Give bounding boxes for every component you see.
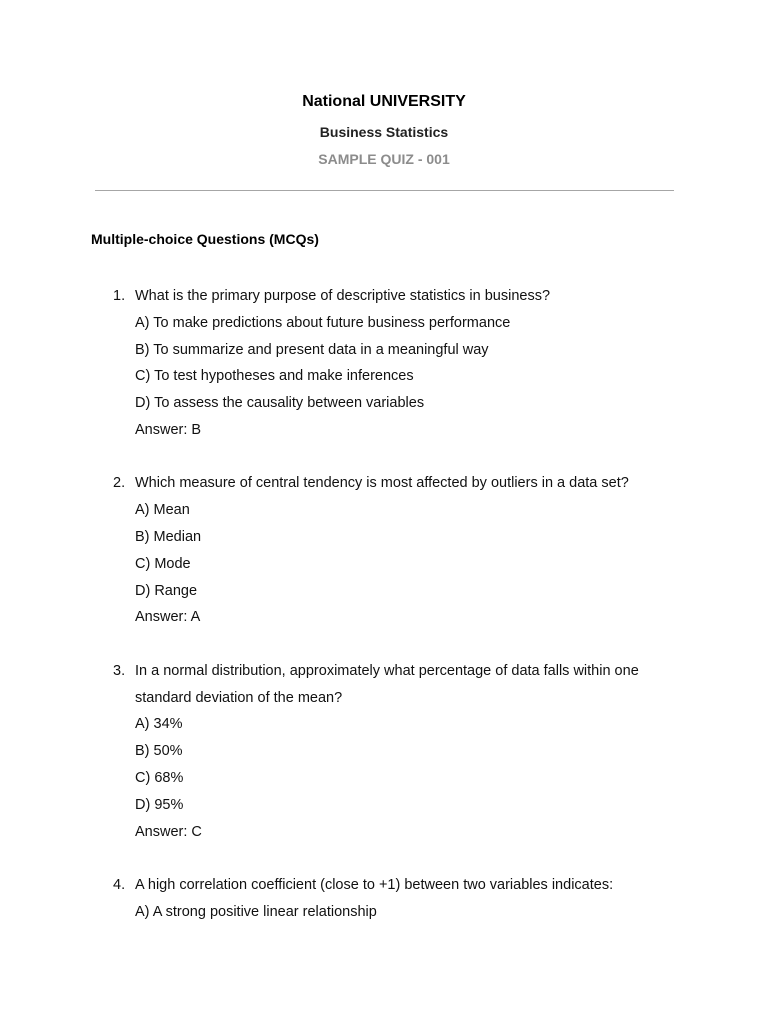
- answer-option: C) 68%: [135, 769, 184, 786]
- answer-option: A) 34%: [135, 716, 183, 733]
- answer-option: C) To test hypotheses and make inferences: [135, 368, 414, 385]
- answer-key: Answer: B: [135, 421, 202, 438]
- question-number: 3.: [113, 662, 126, 679]
- question-item-4: [0, 872, 768, 926]
- answer-option: D) Range: [135, 582, 198, 599]
- answer-option: A) A strong positive linear relationship: [135, 903, 377, 920]
- question-item-3: [0, 658, 768, 846]
- course-title: Business Statistics: [319, 124, 449, 140]
- section-heading: Multiple-choice Questions (MCQs): [91, 231, 319, 247]
- question-text: In a normal distribution, approximately what percentage of data falls within one standard deviation of the mean?: [135, 662, 639, 706]
- answer-option: B) Median: [135, 528, 202, 545]
- answer-option: D) 95%: [135, 796, 184, 813]
- question-number: 4.: [113, 876, 126, 893]
- header-divider: [95, 190, 674, 191]
- question-body: [135, 283, 675, 444]
- question-item-1: [0, 283, 768, 444]
- question-list: [0, 283, 768, 952]
- question-body: [135, 658, 675, 846]
- question-number: 1.: [113, 288, 126, 304]
- answer-option: D) To assess the causality between variables: [135, 395, 425, 412]
- answer-option: C) Mode: [135, 555, 191, 572]
- question-body: [135, 470, 675, 631]
- question-body: [135, 872, 675, 926]
- question-text: What is the primary purpose of descriptive statistics in business?: [135, 288, 551, 304]
- answer-option: B) 50%: [135, 743, 183, 760]
- question-number: 2.: [113, 475, 126, 492]
- answer-key: Answer: A: [135, 609, 201, 626]
- question-text: Which measure of central tendency is most affected by outliers in a data set?: [135, 475, 629, 492]
- answer-option: A) Mean: [135, 502, 190, 519]
- answer-option: B) To summarize and present data in a meaningful way: [135, 341, 489, 358]
- question-text: A high correlation coefficient (close to +1) between two variables indicates:: [135, 876, 614, 893]
- question-item-2: [0, 470, 768, 631]
- answer-option: A) To make predictions about future business performance: [135, 314, 511, 331]
- quiz-id: SAMPLE QUIZ - 001: [318, 151, 450, 167]
- institution-title: National UNIVERSITY: [302, 93, 466, 110]
- answer-key: Answer: C: [135, 823, 202, 840]
